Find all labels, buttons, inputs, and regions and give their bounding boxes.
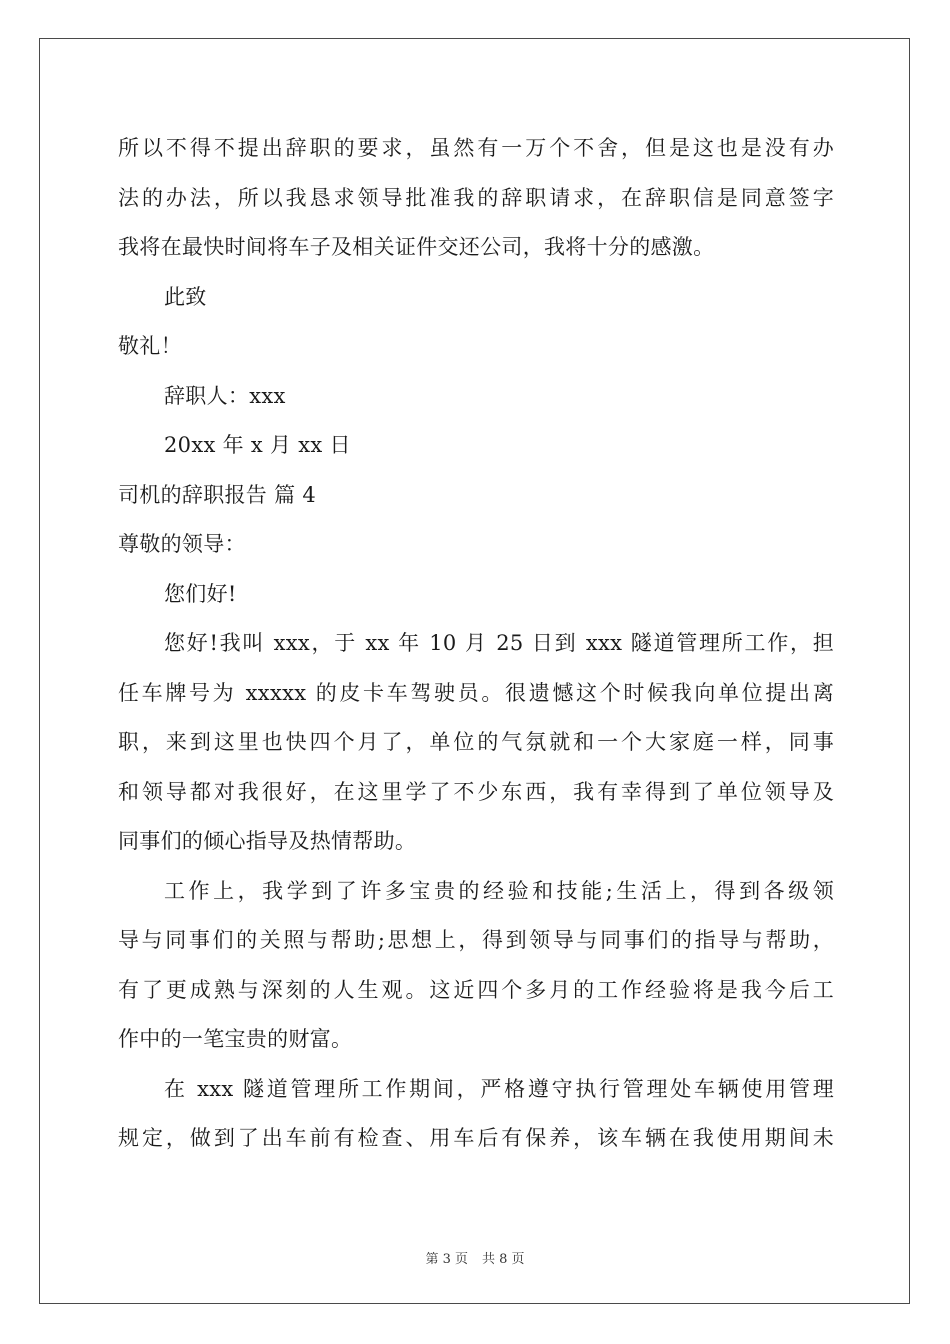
- letter-greeting: 您们好!: [164, 581, 237, 606]
- paragraph-line: 工作上，我学到了许多宝贵的经验和技能;生活上，得到各级领: [164, 878, 834, 903]
- paragraph-line: 作中的一笔宝贵的财富。: [118, 1027, 353, 1051]
- paragraph-line: 同事们的倾心指导及热情帮助。: [118, 829, 417, 853]
- paragraph-line: 职，来到这里也快四个月了，单位的气氛就和一个大家庭一样，同事: [118, 730, 834, 754]
- signature-date: 20xx 年 x 月 xx 日: [164, 433, 351, 457]
- paragraph-line: 在 xxx 隧道管理所工作期间，严格遵守执行管理处车辆使用管理: [164, 1076, 834, 1101]
- paragraph-line: 任车牌号为 xxxxx 的皮卡车驾驶员。很遗憾这个时候我向单位提出离: [118, 680, 834, 705]
- paragraph-line: 法的办法，所以我恳求领导批准我的辞职请求，在辞职信是同意签字: [118, 185, 834, 210]
- signature-name: 辞职人：xxx: [164, 383, 286, 408]
- paragraph-line: 和领导都对我很好，在这里学了不少东西，我有幸得到了单位领导及: [118, 779, 834, 804]
- letter-salutation: 尊敬的领导：: [118, 532, 246, 556]
- document-body: [118, 124, 834, 1164]
- paragraph-line: 有了更成熟与深刻的人生观。这近四个多月的工作经验将是我今后工: [118, 977, 834, 1002]
- closing-salutation: 此致: [164, 284, 207, 309]
- page-total: 共 8 页: [482, 1252, 525, 1267]
- section-heading: 司机的辞职报告 篇 4: [118, 482, 317, 507]
- paragraph-line: 所以不得不提出辞职的要求，虽然有一万个不舍，但是这也是没有办: [118, 136, 834, 160]
- paragraph-line: 导与同事们的关照与帮助;思想上，得到领导与同事们的指导与帮助，: [118, 928, 834, 952]
- paragraph-line: 我将在最快时间将车子及相关证件交还公司，我将十分的感激。: [118, 235, 715, 259]
- closing-greeting: 敬礼！: [118, 334, 182, 358]
- page-number: 第 3 页: [425, 1252, 468, 1267]
- paragraph-line: 规定，做到了出车前有检查、用车后有保养，该车辆在我使用期间未: [118, 1126, 834, 1150]
- paragraph-line: 您好!我叫 xxx，于 xx 年 10 月 25 日到 xxx 隧道管理所工作，担: [164, 631, 834, 655]
- page-footer: [0, 1248, 950, 1267]
